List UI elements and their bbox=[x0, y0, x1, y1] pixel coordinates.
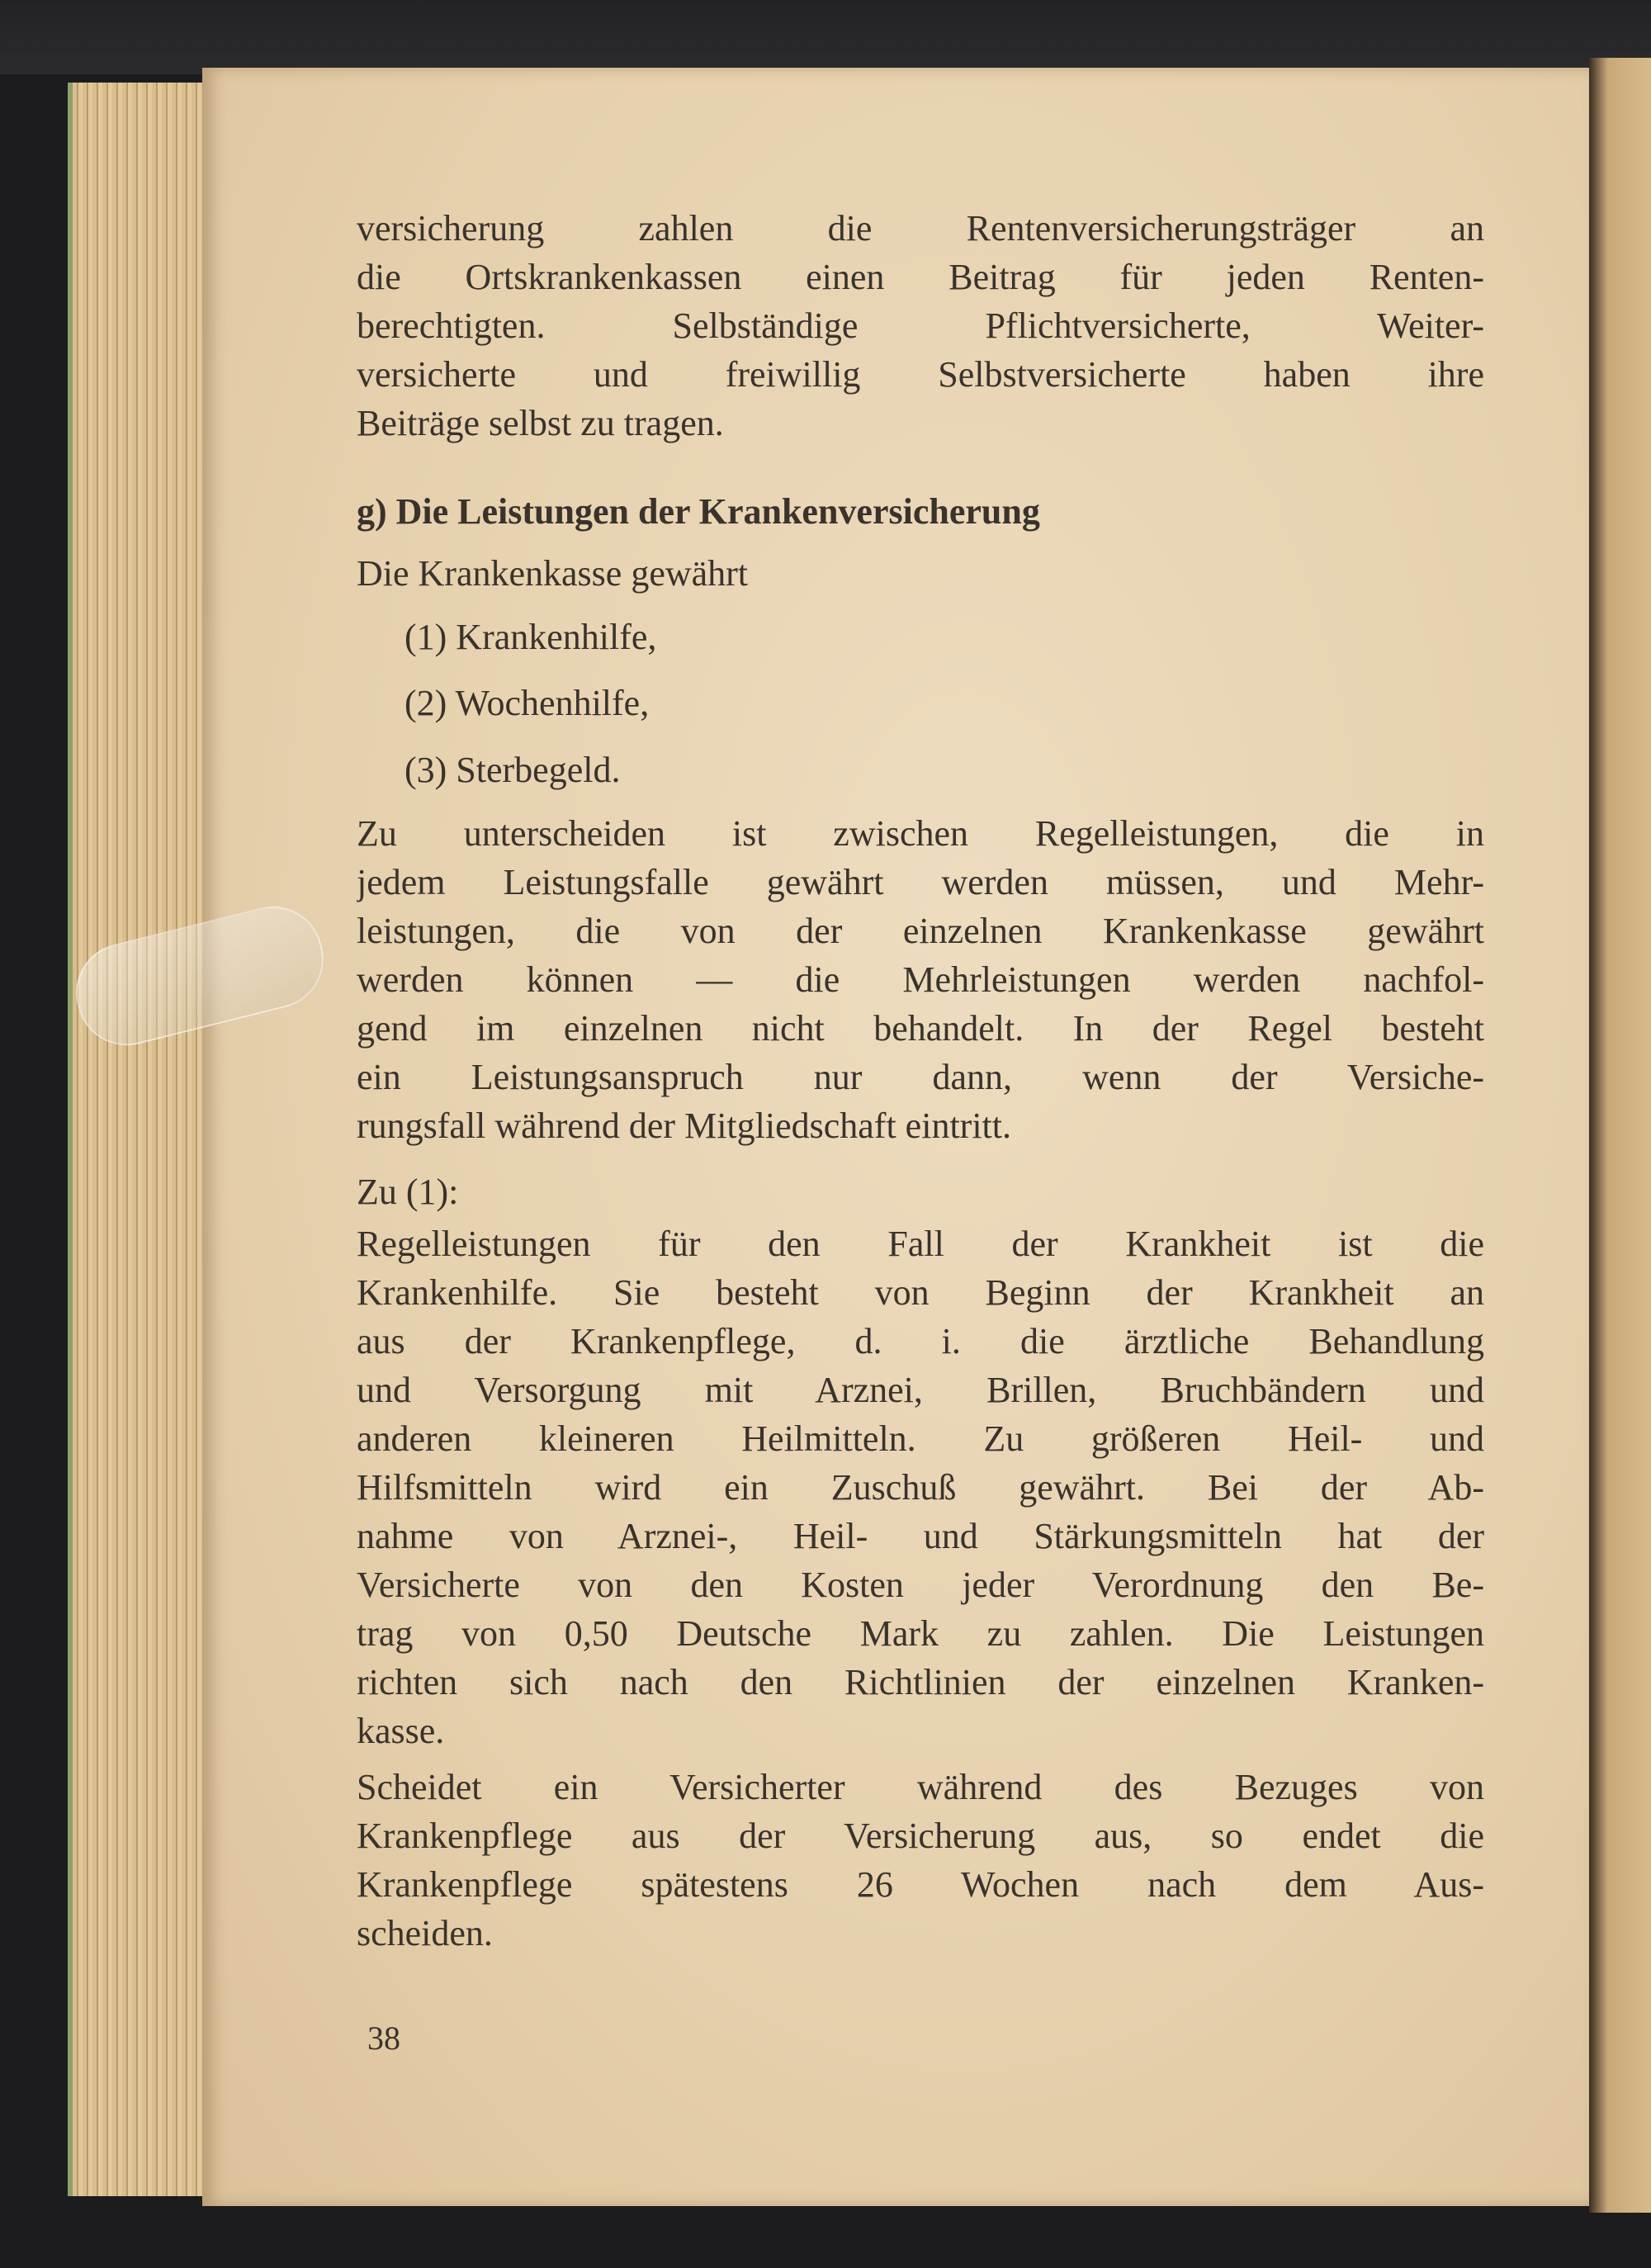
paragraph-2-line: leistungen, die von der einzelnen Krankenkasse gewährt bbox=[357, 911, 1484, 951]
paragraph-4-line: scheiden. bbox=[357, 1913, 493, 1953]
paragraph-1-line: versicherung zahlen die Rentenversicherungsträger an bbox=[357, 208, 1484, 249]
section-heading: g) Die Leistungen der Krankenversicherung bbox=[357, 491, 1040, 532]
list-item: (2) Wochenhilfe, bbox=[404, 683, 650, 723]
paragraph-3-line: Krankenhilfe. Sie besteht von Beginn der Krankheit an bbox=[357, 1272, 1484, 1313]
paragraph-3-line: aus der Krankenpflege, d. i. die ärztliche Behandlung bbox=[357, 1321, 1484, 1361]
paragraph-3-line: Regelleistungen für den Fall der Krankheit ist die bbox=[357, 1224, 1484, 1264]
paragraph-1-line: die Ortskrankenkassen einen Beitrag für jeden Renten- bbox=[357, 257, 1484, 297]
paragraph-1-line: versicherte und freiwillig Selbstversicherte haben ihre bbox=[357, 354, 1484, 395]
paragraph-3-line: nahme von Arznei-, Heil- und Stärkungsmitteln hat der bbox=[357, 1516, 1484, 1556]
list-item: (1) Krankenhilfe, bbox=[404, 617, 657, 657]
paragraph-4-line: Scheidet ein Versicherter während des Bezuges von bbox=[357, 1767, 1484, 1807]
facing-page-edge bbox=[1589, 58, 1651, 2213]
paragraph-1-line: berechtigten. Selbständige Pflichtversicherte, Weiter- bbox=[357, 305, 1484, 346]
paragraph-1-line: Beiträge selbst zu tragen. bbox=[357, 403, 724, 443]
paragraph-3-line: richten sich nach den Richtlinien der einzelnen Kranken- bbox=[357, 1662, 1484, 1702]
paragraph-2-line: Zu unterscheiden ist zwischen Regelleistungen, die in bbox=[357, 813, 1484, 854]
paragraph-3-line: trag von 0,50 Deutsche Mark zu zahlen. Die Leistungen bbox=[357, 1613, 1484, 1654]
subheading: Zu (1): bbox=[357, 1172, 459, 1212]
paragraph-2-line: rungsfall während der Mitgliedschaft eintritt. bbox=[357, 1106, 1011, 1146]
paragraph-3-line: kasse. bbox=[357, 1711, 445, 1751]
page-edges bbox=[68, 83, 213, 2196]
intro-line: Die Krankenkasse gewährt bbox=[357, 553, 749, 594]
paragraph-3-line: anderen kleineren Heilmitteln. Zu größeren Heil- und bbox=[357, 1418, 1484, 1459]
background bbox=[0, 0, 1651, 74]
paragraph-3-line: und Versorgung mit Arznei, Brillen, Bruchbändern und bbox=[357, 1370, 1484, 1410]
paragraph-4-line: Krankenpflege spätestens 26 Wochen nach dem Aus- bbox=[357, 1864, 1484, 1905]
paragraph-2-line: jedem Leistungsfalle gewährt werden müssen, und Mehr- bbox=[357, 862, 1484, 902]
paragraph-2-line: werden können — die Mehrleistungen werden nachfol- bbox=[357, 959, 1484, 1000]
page-number: 38 bbox=[367, 2019, 400, 2057]
list-item: (3) Sterbegeld. bbox=[404, 750, 621, 790]
paragraph-4-line: Krankenpflege aus der Versicherung aus, so endet die bbox=[357, 1816, 1484, 1856]
paragraph-2-line: gend im einzelnen nicht behandelt. In der Regel besteht bbox=[357, 1008, 1484, 1049]
paragraph-3-line: Hilfsmitteln wird ein Zuschuß gewährt. Bei der Ab- bbox=[357, 1467, 1484, 1508]
paragraph-2-line: ein Leistungsanspruch nur dann, wenn der Versiche- bbox=[357, 1057, 1484, 1097]
paragraph-3-line: Versicherte von den Kosten jeder Verordnung den Be- bbox=[357, 1565, 1484, 1605]
